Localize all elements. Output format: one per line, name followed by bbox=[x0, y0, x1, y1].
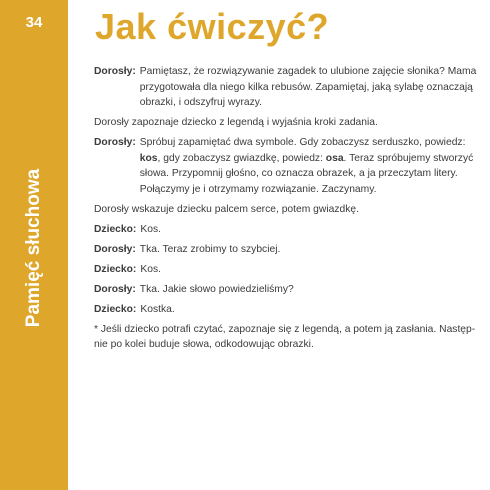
dialog-line bbox=[94, 282, 479, 298]
bold-syllable: kos bbox=[139, 152, 158, 164]
bold-syllable: osa bbox=[325, 152, 344, 164]
dialog-text: Kos. bbox=[140, 223, 161, 235]
page-title: Jak ćwiczyć? bbox=[95, 6, 330, 47]
dialog-text: Tka. Teraz zrobimy to szybciej. bbox=[139, 243, 281, 255]
dialog-line bbox=[94, 135, 479, 197]
sidebar-band bbox=[0, 0, 68, 490]
footnote: * Jeśli dziecko potrafi czytać, zapoznaje się z legendą, a potem ją zasłania. Następnie po kolei buduje słowa, odkodowując obrazki. bbox=[94, 323, 476, 350]
page-number: 34 bbox=[25, 14, 43, 31]
speaker-label: Dorosły: bbox=[94, 66, 136, 77]
section-title: Pamięć słuchowa bbox=[23, 168, 44, 328]
speaker-label: Dorosły: bbox=[94, 243, 136, 255]
dialog-text: Pamiętasz, że rozwiązywanie zagadek to ulubione zajęcie słonika? Mama przygotowała dla niego kilka rebusów. Zapamiętaj, jaką sylabę oznaczają obrazki, i odszyfruj wyrazy. bbox=[139, 66, 477, 108]
text-segment: . Teraz spróbujemy stworzyć słowa. Przypomnij głośno, co oznacza obrazek, a ja przeczytam litery. Połączymy je i otrzymamy rozwiązanie. Zaczynamy. bbox=[139, 152, 474, 195]
dialog-text bbox=[136, 135, 479, 197]
speaker-label: Dorosły: bbox=[94, 283, 136, 295]
dialog-text: Kostka. bbox=[140, 303, 175, 315]
speaker-label: Dorosły: bbox=[94, 137, 136, 148]
dialog-line bbox=[94, 64, 479, 111]
speaker-label: Dziecko: bbox=[94, 223, 137, 235]
narration: Dorosły wskazuje dziecku palcem serce, potem gwiazdkę. bbox=[94, 203, 359, 215]
dialog-line bbox=[94, 222, 479, 238]
speaker-label: Dziecko: bbox=[94, 303, 137, 315]
text-segment: , gdy zobaczysz gwiazdkę, powiedz: bbox=[157, 152, 326, 164]
narration: Dorosły zapoznaje dziecko z legendą i wyjaśnia kroki zadania. bbox=[94, 117, 378, 128]
content-body bbox=[94, 64, 479, 357]
dialog-line bbox=[94, 262, 479, 278]
speaker-label: Dziecko: bbox=[94, 263, 137, 275]
dialog-text: Kos. bbox=[140, 263, 161, 275]
dialog-line bbox=[94, 242, 479, 258]
text-segment: Spróbuj zapamiętać dwa symbole. Gdy zobaczysz serduszko, powiedz: bbox=[139, 137, 466, 148]
dialog-text: Tka. Jakie słowo powiedzieliśmy? bbox=[139, 283, 294, 295]
dialog-line bbox=[94, 302, 479, 318]
